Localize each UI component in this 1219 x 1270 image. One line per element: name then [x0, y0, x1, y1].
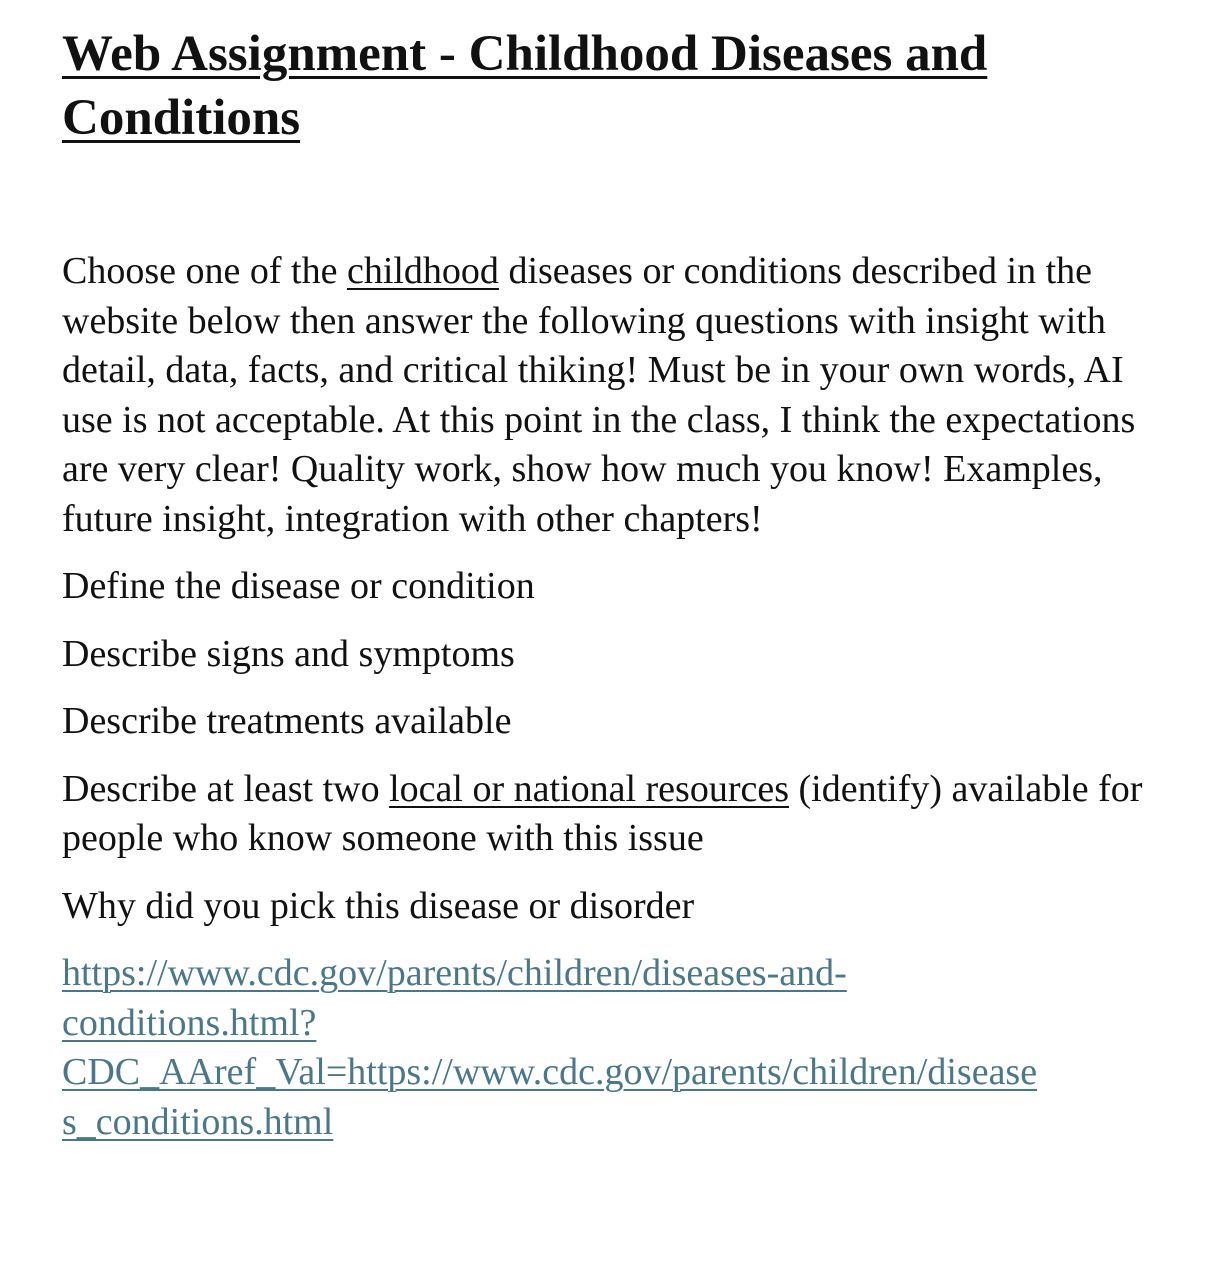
- question-treatments: Describe treatments available: [62, 700, 512, 742]
- question-why: Why did you pick this disease or disorder: [62, 884, 695, 927]
- question-resources-start: Describe at least two: [62, 767, 390, 810]
- question-resources: [62, 765, 1177, 864]
- question-symptoms: Describe signs and symptoms: [62, 632, 515, 675]
- intro-paragraph: [62, 247, 1177, 544]
- resources-underlined: local or national resources: [389, 767, 789, 810]
- intro-text-start: Choose one of the: [62, 250, 347, 292]
- assignment-document: [62, 22, 1177, 1147]
- cdc-link-line-2: conditions.html?: [62, 1001, 317, 1044]
- question-define: Define the disease or condition: [62, 565, 535, 607]
- cdc-link-line-3: CDC_AAref_Val=https://www.cdc.gov/parents/children/disease: [62, 1051, 1038, 1093]
- page-title: Web Assignment - Childhood Diseases and Conditions: [62, 26, 988, 146]
- intro-text-end: diseases or conditions described in the website below then answer the following questions with insight with detail, data, facts, and critical thiking! Must be in your own words, AI use is not acceptable. At this point in the class, I think the expectations are very clear! Quality work, show how much you know! Examples, future insight, integration with other chapters!: [62, 250, 1136, 540]
- question-resources-end: (identify) available for people who know someone with this issue: [62, 767, 1143, 859]
- cdc-link-line-1: https://www.cdc.gov/parents/children/diseases-and-: [62, 952, 847, 994]
- cdc-link-line-4: s_conditions.html: [62, 1100, 334, 1143]
- cdc-link[interactable]: [62, 949, 1162, 1147]
- intro-underlined-word: childhood: [346, 250, 499, 292]
